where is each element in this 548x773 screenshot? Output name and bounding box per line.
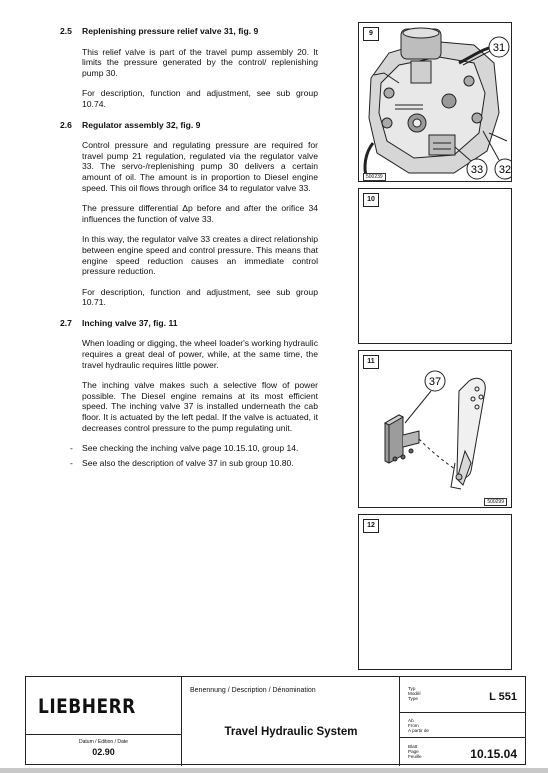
type-label: Typ [408, 686, 416, 691]
bullet-dash: - [70, 443, 73, 454]
description-label: Benennung / Description / Dénomination [190, 687, 316, 694]
section-title: Inching valve 37, fig. 11 [82, 317, 178, 328]
paragraph: For description, function and adjustment, see sub group 10.71. [82, 286, 318, 308]
from-label: From [408, 723, 419, 728]
figure-12 [358, 514, 512, 670]
paragraph: This relief valve is part of the travel pump assembly 20. It limits the pressure generated by the control/ replenishing pump 30. [82, 46, 318, 78]
section-heading [60, 120, 318, 131]
type-label: Modèl [408, 691, 421, 696]
page-number: 10.15.04 [470, 747, 517, 761]
page-label: Feuille [408, 754, 422, 759]
paragraph: The pressure differential Δp before and after the orifice 34 influences the function of valve 33. [82, 203, 318, 224]
section-title: Replenishing pressure relief valve 31, fig. 9 [82, 26, 259, 36]
type-page-cells [400, 677, 525, 766]
from-label: Ab [408, 718, 414, 723]
type-label: Type [408, 696, 418, 701]
figure-label: 12 [363, 519, 379, 533]
section-heading [60, 26, 318, 37]
title-block [25, 676, 526, 765]
description-cell [182, 677, 400, 766]
bullet-item [60, 443, 318, 454]
paragraph: In this way, the regulator valve 33 creates a direct relationship between engine speed and control pressure. This means that engine speed reduction causes an immediate control pressure reduction. [82, 234, 318, 277]
paragraph: When loading or digging, the wheel loader's working hydraulic requires a great deal of power, while, at the same time, the travel hydraulic requires little power. [82, 338, 318, 370]
paragraph: The inching valve makes such a selective flow of power possible. The Diesel engine remains at its most efficient speed. The inching valve 37 is installed underneath the cab floor. It is actuated by the left pedal. If the valve is actuated, it decreases control pressure to the pump regulating unit. [82, 380, 318, 433]
inching-valve-pedal-drawing [359, 351, 511, 507]
date-label: Datum / Edition / Date [79, 739, 128, 745]
section-number: 2.6 [60, 119, 72, 130]
bullet-text: See checking the inching valve page 10.15.10, group 14. [82, 443, 299, 454]
section-number: 2.5 [60, 26, 72, 36]
paragraph: Control pressure and regulating pressure are required for travel pump 21 regulation, regulated via the regulator valve 33. The servo-/replenishing pump 30 delivers a certain amount of oil. The amount is in proportion to Diesel engine speed. This oil flows through orifice 34 to regulator valve 33. [82, 140, 318, 193]
page-row [400, 738, 525, 766]
figure-code: 500239 [363, 173, 386, 181]
paragraph: For description, function and adjustment, see sub group 10.74. [82, 88, 318, 109]
from-label: A partir de [408, 728, 429, 733]
from-row [400, 713, 525, 738]
liebherr-logo: LIEBHERR [38, 695, 136, 719]
figure-code: 500299 [484, 498, 507, 506]
pump-assembly-drawing [359, 23, 511, 181]
callout-31: 31 [492, 42, 506, 54]
figure-11 [358, 350, 512, 508]
page-label: Page [408, 749, 419, 754]
document-title: Travel Hydraulic System [224, 726, 358, 738]
bullet-text: See also the description of valve 37 in sub group 10.80. [82, 457, 294, 468]
figure-label: 10 [363, 193, 379, 207]
date-cell [26, 735, 182, 766]
type-row [400, 677, 525, 713]
callout-32: 32 [498, 164, 511, 176]
bottom-bar [0, 768, 548, 773]
text-column [60, 26, 318, 472]
bullet-dash: - [70, 457, 73, 468]
type-value: L 551 [489, 691, 517, 703]
section-title: Regulator assembly 32, fig. 9 [82, 119, 201, 130]
callout-33: 33 [470, 164, 484, 176]
callout-37: 37 [428, 376, 442, 388]
section-number: 2.7 [60, 317, 72, 328]
figure-label: 9 [363, 27, 379, 41]
figure-label: 11 [363, 355, 379, 369]
section-heading [60, 318, 318, 329]
figure-9 [358, 22, 512, 182]
logo-cell [26, 677, 182, 735]
page-label: Blatt [408, 744, 418, 749]
figure-10 [358, 188, 512, 344]
date-value: 02.90 [92, 747, 115, 757]
bullet-item [60, 458, 318, 469]
